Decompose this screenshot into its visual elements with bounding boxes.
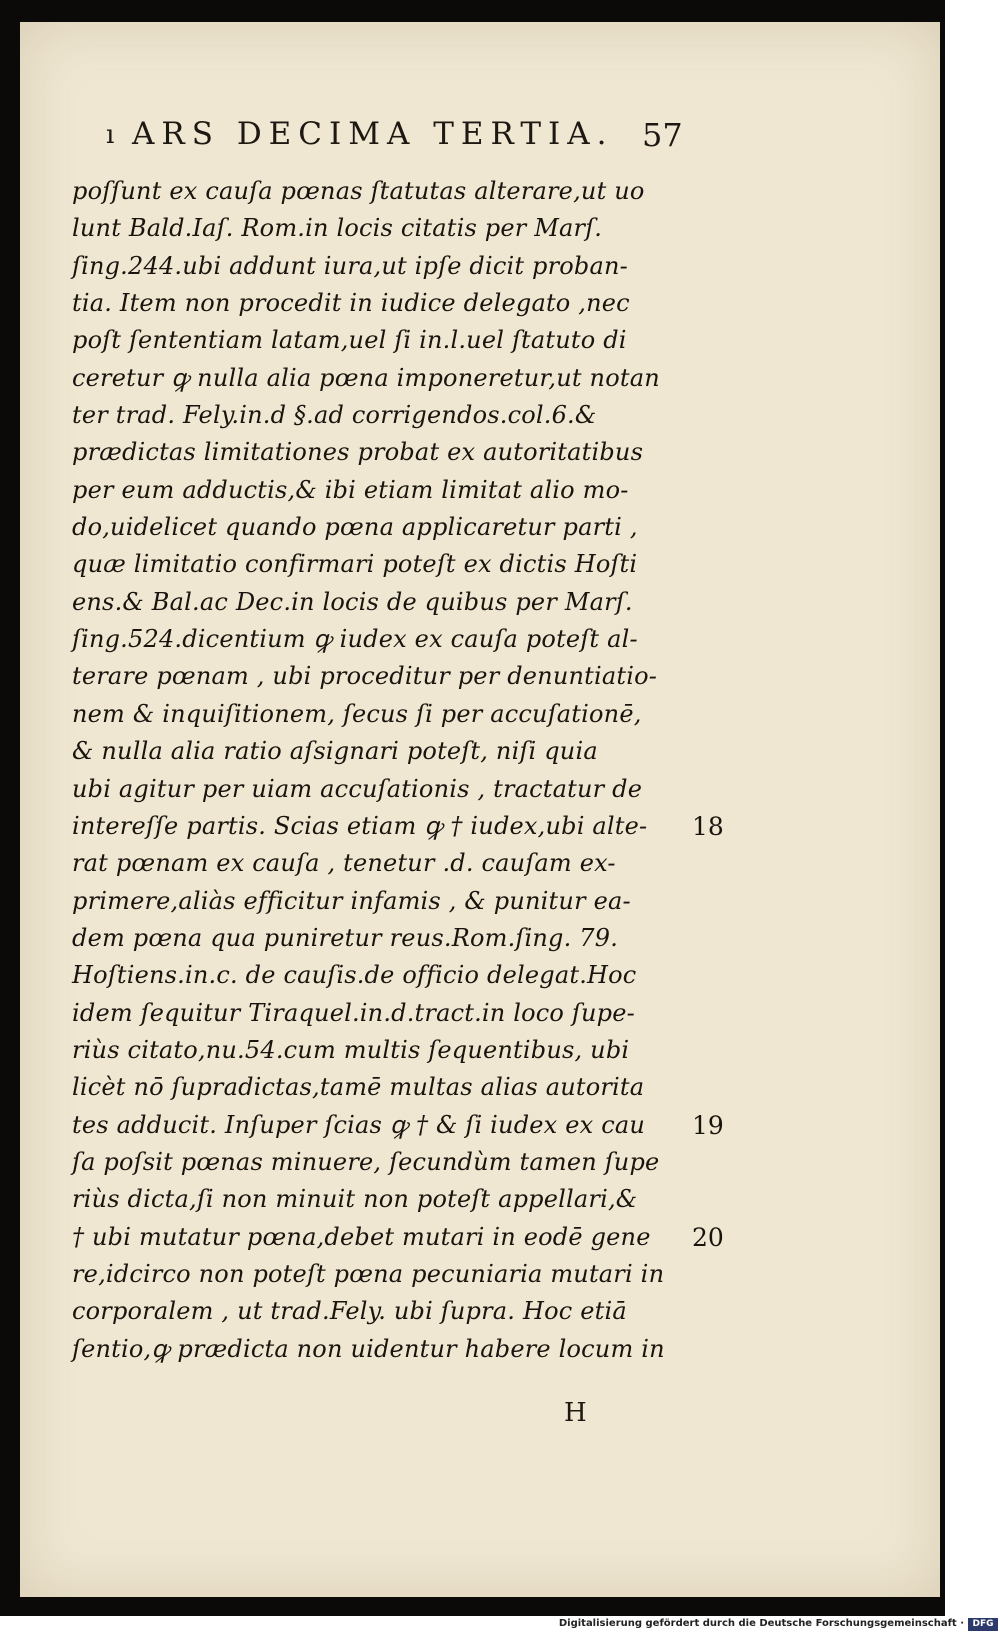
running-header	[106, 116, 686, 166]
text-line: ſing.524.dicentium ꝙ iudex ex cauſa poteſt al-	[72, 625, 638, 654]
text-line: lunt Bald.Iaſ. Rom.in locis citatis per Marſ.	[72, 214, 603, 243]
funding-credit: Digitalisierung gefördert durch die Deutsche Forschungsgemeinschaft ·	[558, 1618, 964, 1629]
text-line: intereſſe partis. Scias etiam ꝙ † iudex,ubi alte-	[72, 811, 648, 840]
header-mark: ı	[106, 120, 115, 150]
text-line: primere,aliàs efficitur infamis , & punitur ea-	[72, 886, 631, 915]
text-line: ceretur ꝙ nulla alia pœna imponeretur,ut notan	[72, 363, 660, 392]
text-line: ubi agitur per uiam accuſationis , tractatur de	[72, 774, 643, 803]
margin-number: 20	[692, 1222, 724, 1252]
text-line: poſt ſententiam latam,uel ſi in.l.uel ſtatuto di	[72, 326, 627, 355]
text-line: ſing.244.ubi addunt iura,ut ipſe dicit proban-	[72, 251, 628, 280]
text-line: tes adducit. Inſuper ſcias ꝙ † & ſi iudex ex cau	[72, 1110, 646, 1139]
text-line: quæ limitatio confirmari poteſt ex dictis Hoſti	[72, 550, 638, 579]
text-line: rat pœnam ex cauſa , tenetur .d. cauſam ex-	[72, 849, 616, 878]
text-line: Hoſtiens.in.c. de cauſis.de officio delegat.Hoc	[72, 961, 637, 990]
text-line: nem & inquiſitionem, ſecus ſi per accuſationē,	[72, 699, 642, 728]
book-page	[20, 22, 940, 1597]
text-line: & nulla alia ratio aſsignari poteſt, niſi quia	[72, 737, 598, 766]
running-title: ARS DECIMA TERTIA.	[132, 116, 614, 152]
text-line: licèt nō ſupradictas,tamē multas alias autorita	[72, 1073, 645, 1102]
text-line: ens.& Bal.ac Dec.in locis de quibus per Marſ.	[72, 587, 633, 616]
text-line: riùs citato,nu.54.cum multis ſequentibus, ubi	[72, 1035, 630, 1064]
digitization-footer	[0, 1616, 1000, 1634]
text-line: idem ſequitur Tiraquel.in.d.tract.in loco ſupe-	[72, 998, 635, 1027]
text-line: † ubi mutatur pœna,debet mutari in eodē gene	[72, 1222, 651, 1251]
text-line: dem pœna qua puniretur reus.Rom.ſing. 79.	[72, 923, 619, 952]
text-line: ſentio,ꝙ prædicta non uidentur habere locum in	[72, 1334, 665, 1363]
text-line: ter trad. Fely.in.d §.ad corrigendos.col.6.&	[72, 401, 597, 430]
text-line: corporalem , ut trad.Fely. ubi ſupra. Hoc etiā	[72, 1297, 627, 1326]
text-line: re,idcirco non poteſt pœna pecuniaria mutari in	[72, 1259, 665, 1288]
text-line: prædictas limitationes probat ex autoritatibus	[72, 438, 644, 467]
text-line: riùs dicta,ſi non minuit non poteſt appellari,&	[72, 1185, 638, 1214]
body-text	[72, 173, 692, 1368]
text-line: poſſunt ex cauſa pœnas ſtatutas alterare,ut uo	[72, 177, 645, 205]
margin-number: 18	[692, 811, 724, 841]
text-line: terare pœnam , ubi proceditur per denuntiatio-	[72, 662, 658, 691]
text-line: ſa poſsit pœnas minuere, ſecundùm tamen ſupe	[72, 1147, 660, 1176]
signature-mark: H	[564, 1398, 587, 1428]
text-line: per eum adductis,& ibi etiam limitat alio mo-	[72, 475, 629, 504]
page-number: 57	[642, 116, 683, 154]
dfg-logo: DFG	[968, 1618, 998, 1631]
margin-number: 19	[692, 1110, 724, 1140]
text-line: do,uidelicet quando pœna applicaretur parti ,	[72, 513, 638, 542]
text-line: tia. Item non procedit in iudice delegato ,nec	[72, 289, 630, 318]
